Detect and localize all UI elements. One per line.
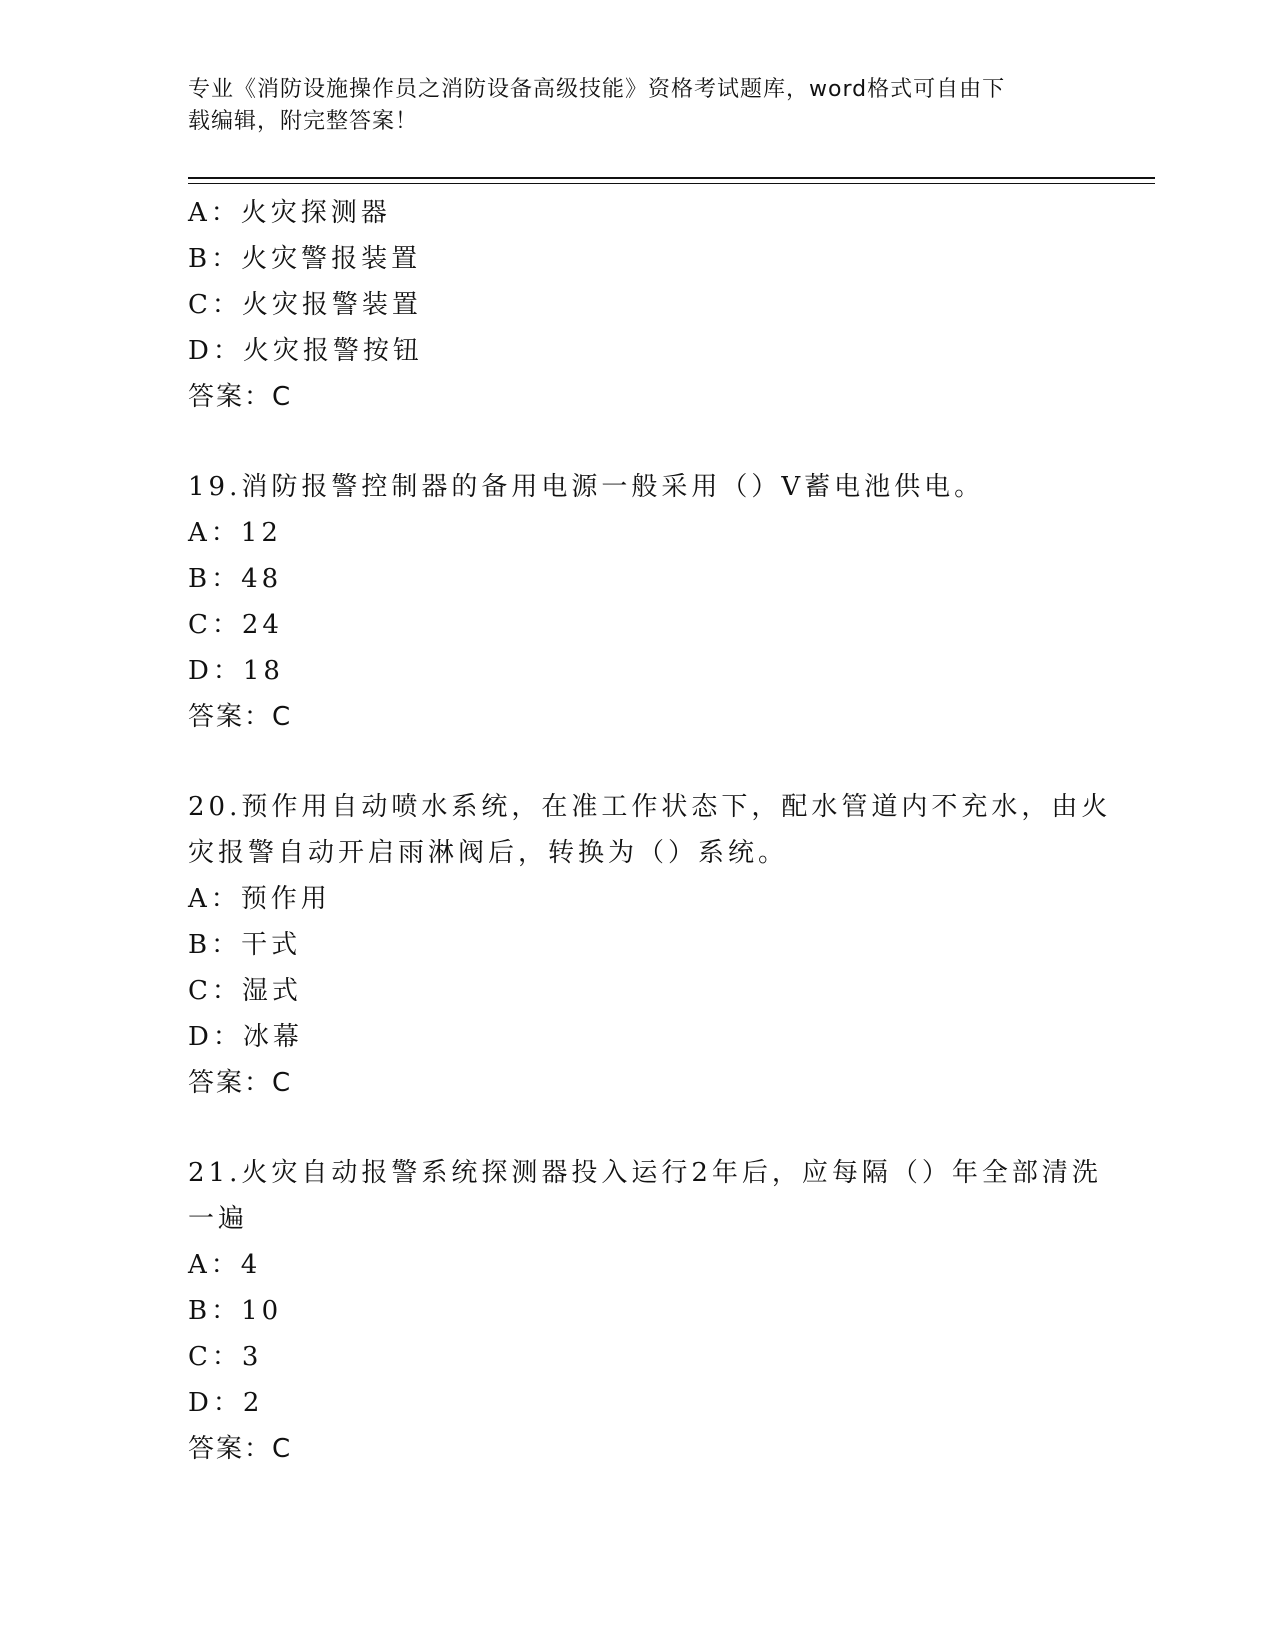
option-d: D：冰幕 xyxy=(188,1022,303,1052)
answer: 答案：C xyxy=(188,702,293,732)
spacer xyxy=(188,740,1088,784)
option-d: D：2 xyxy=(188,1388,264,1418)
option-b: B：干式 xyxy=(188,930,302,960)
header-divider-thick xyxy=(188,177,1155,179)
header-line-2: 载编辑，附完整答案！ xyxy=(188,109,419,134)
question-list xyxy=(188,190,1112,1472)
question-18 xyxy=(188,190,1088,420)
header-line-1: 专业《消防设施操作员之消防设备高级技能》资格考试题库，word格式可自由下 xyxy=(188,77,1006,102)
question-text-line-2: 一遍 xyxy=(188,1204,249,1234)
answer: 答案：C xyxy=(188,382,293,412)
question-21 xyxy=(188,1150,1102,1472)
option-a: A：预作用 xyxy=(188,884,331,914)
question-20 xyxy=(188,784,1112,1106)
question-19 xyxy=(188,464,1088,740)
answer: 答案：C xyxy=(188,1434,293,1464)
header-divider-thin xyxy=(188,183,1155,184)
answer: 答案：C xyxy=(188,1068,293,1098)
option-d: D：18 xyxy=(188,656,284,686)
question-text-line-1: 21.火灾自动报警系统探测器投入运行2年后，应每隔（）年全部清洗 xyxy=(188,1158,1102,1188)
spacer xyxy=(188,420,1088,464)
option-b: B：48 xyxy=(188,564,283,594)
option-a: A：4 xyxy=(188,1250,262,1280)
option-c: C：湿式 xyxy=(188,976,302,1006)
question-text: 19.消防报警控制器的备用电源一般采用（）V蓄电池供电。 xyxy=(188,472,985,502)
option-c: C：火灾报警装置 xyxy=(188,290,422,320)
question-text-line-1: 20.预作用自动喷水系统，在准工作状态下，配水管道内不充水，由火 xyxy=(188,792,1112,822)
option-c: C：3 xyxy=(188,1342,263,1372)
question-text-line-2: 灾报警自动开启雨淋阀后，转换为（）系统。 xyxy=(188,838,789,868)
option-b: B：火灾警报装置 xyxy=(188,244,422,274)
option-c: C：24 xyxy=(188,610,283,640)
option-b: B：10 xyxy=(188,1296,283,1326)
option-a: A：12 xyxy=(188,518,282,548)
document-header xyxy=(188,74,1068,138)
option-d: D：火灾报警按钮 xyxy=(188,336,423,366)
spacer xyxy=(188,1106,1088,1150)
option-a: A：火灾探测器 xyxy=(188,198,391,228)
